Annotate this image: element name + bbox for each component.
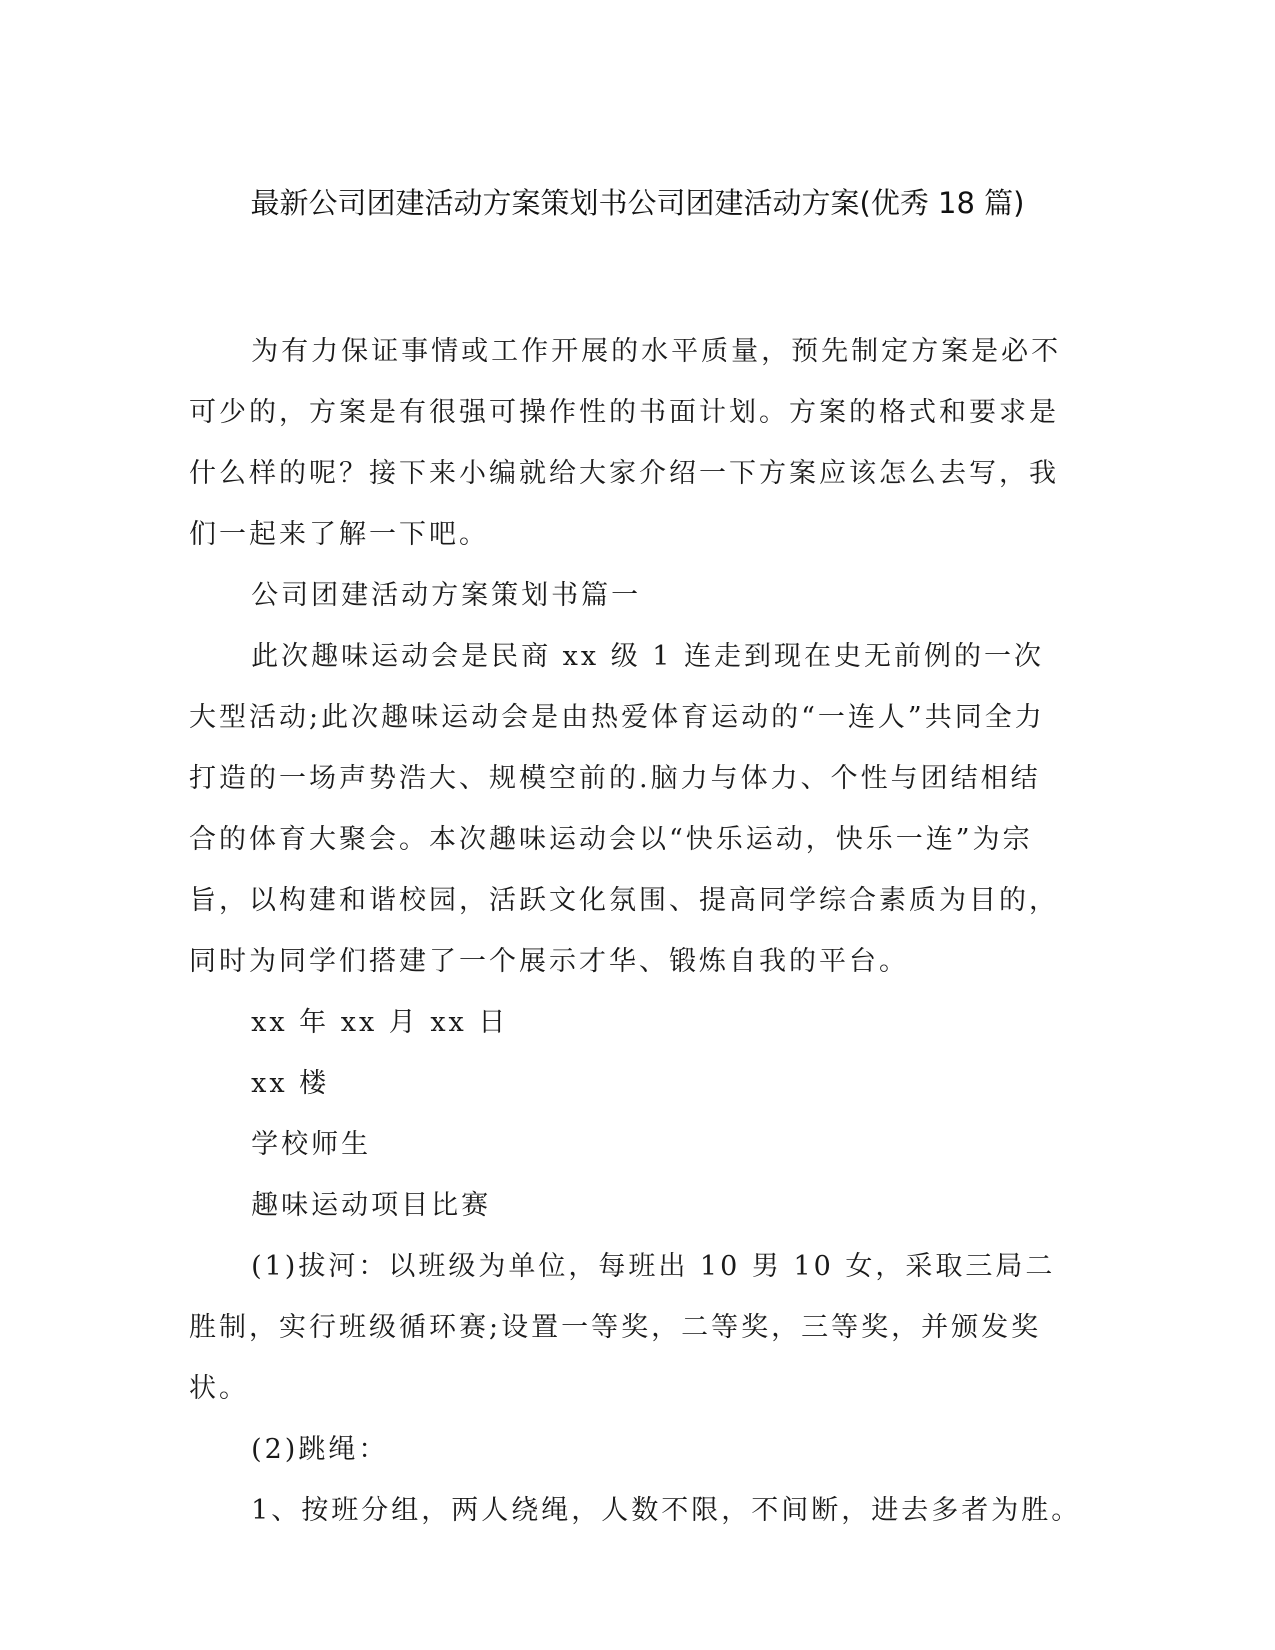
jump-rope-rule-1: 1、按班分组，两人绕绳，人数不限，不间断，进去多者为胜。 [251,1495,1082,1526]
event-location: xx 楼 [251,1068,330,1099]
event-content: 趣味运动项目比赛 [251,1190,492,1221]
event-date: xx 年 xx 月 xx 日 [251,1007,509,1038]
intro-paragraph: 为有力保证事情或工作开展的水平质量，预先制定方案是必不可少的，方案是有很强可操作性的书面计划。方案的格式和要求是什么样的呢？接下来小编就给大家介绍一下方案应该怎么去写，我们一起来了解一下吧。 [189,336,1062,550]
document-title: 最新公司团建活动方案策划书公司团建活动方案(优秀 18 篇) [250,186,1025,220]
section-heading: 公司团建活动方案策划书篇一 [251,580,642,611]
activity-description-paragraph: 此次趣味运动会是民商 xx 级 1 连走到现在史无前例的一次大型活动;此次趣味运动会是由热爱体育运动的“一连人”共同全力打造的一场声势浩大、规模空前的.脑力与体力、个性与团结相结合的体育大聚会。本次趣味运动会以“快乐运动，快乐一连”为宗旨，以构建和谐校园，活跃文化氛围、提高同学综合素质为目的，同时为同学们搭建了一个展示才华、锻炼自我的平台。 [189,641,1059,977]
document-body [189,321,1082,1541]
tug-of-war-paragraph: (1)拔河：以班级为单位，每班出 10 男 10 女，采取三局二胜制，实行班级循环赛;设置一等奖，二等奖，三等奖，并颁发奖状。 [189,1251,1056,1404]
jump-rope-heading: (2)跳绳： [251,1434,389,1465]
event-participants: 学校师生 [251,1129,372,1160]
